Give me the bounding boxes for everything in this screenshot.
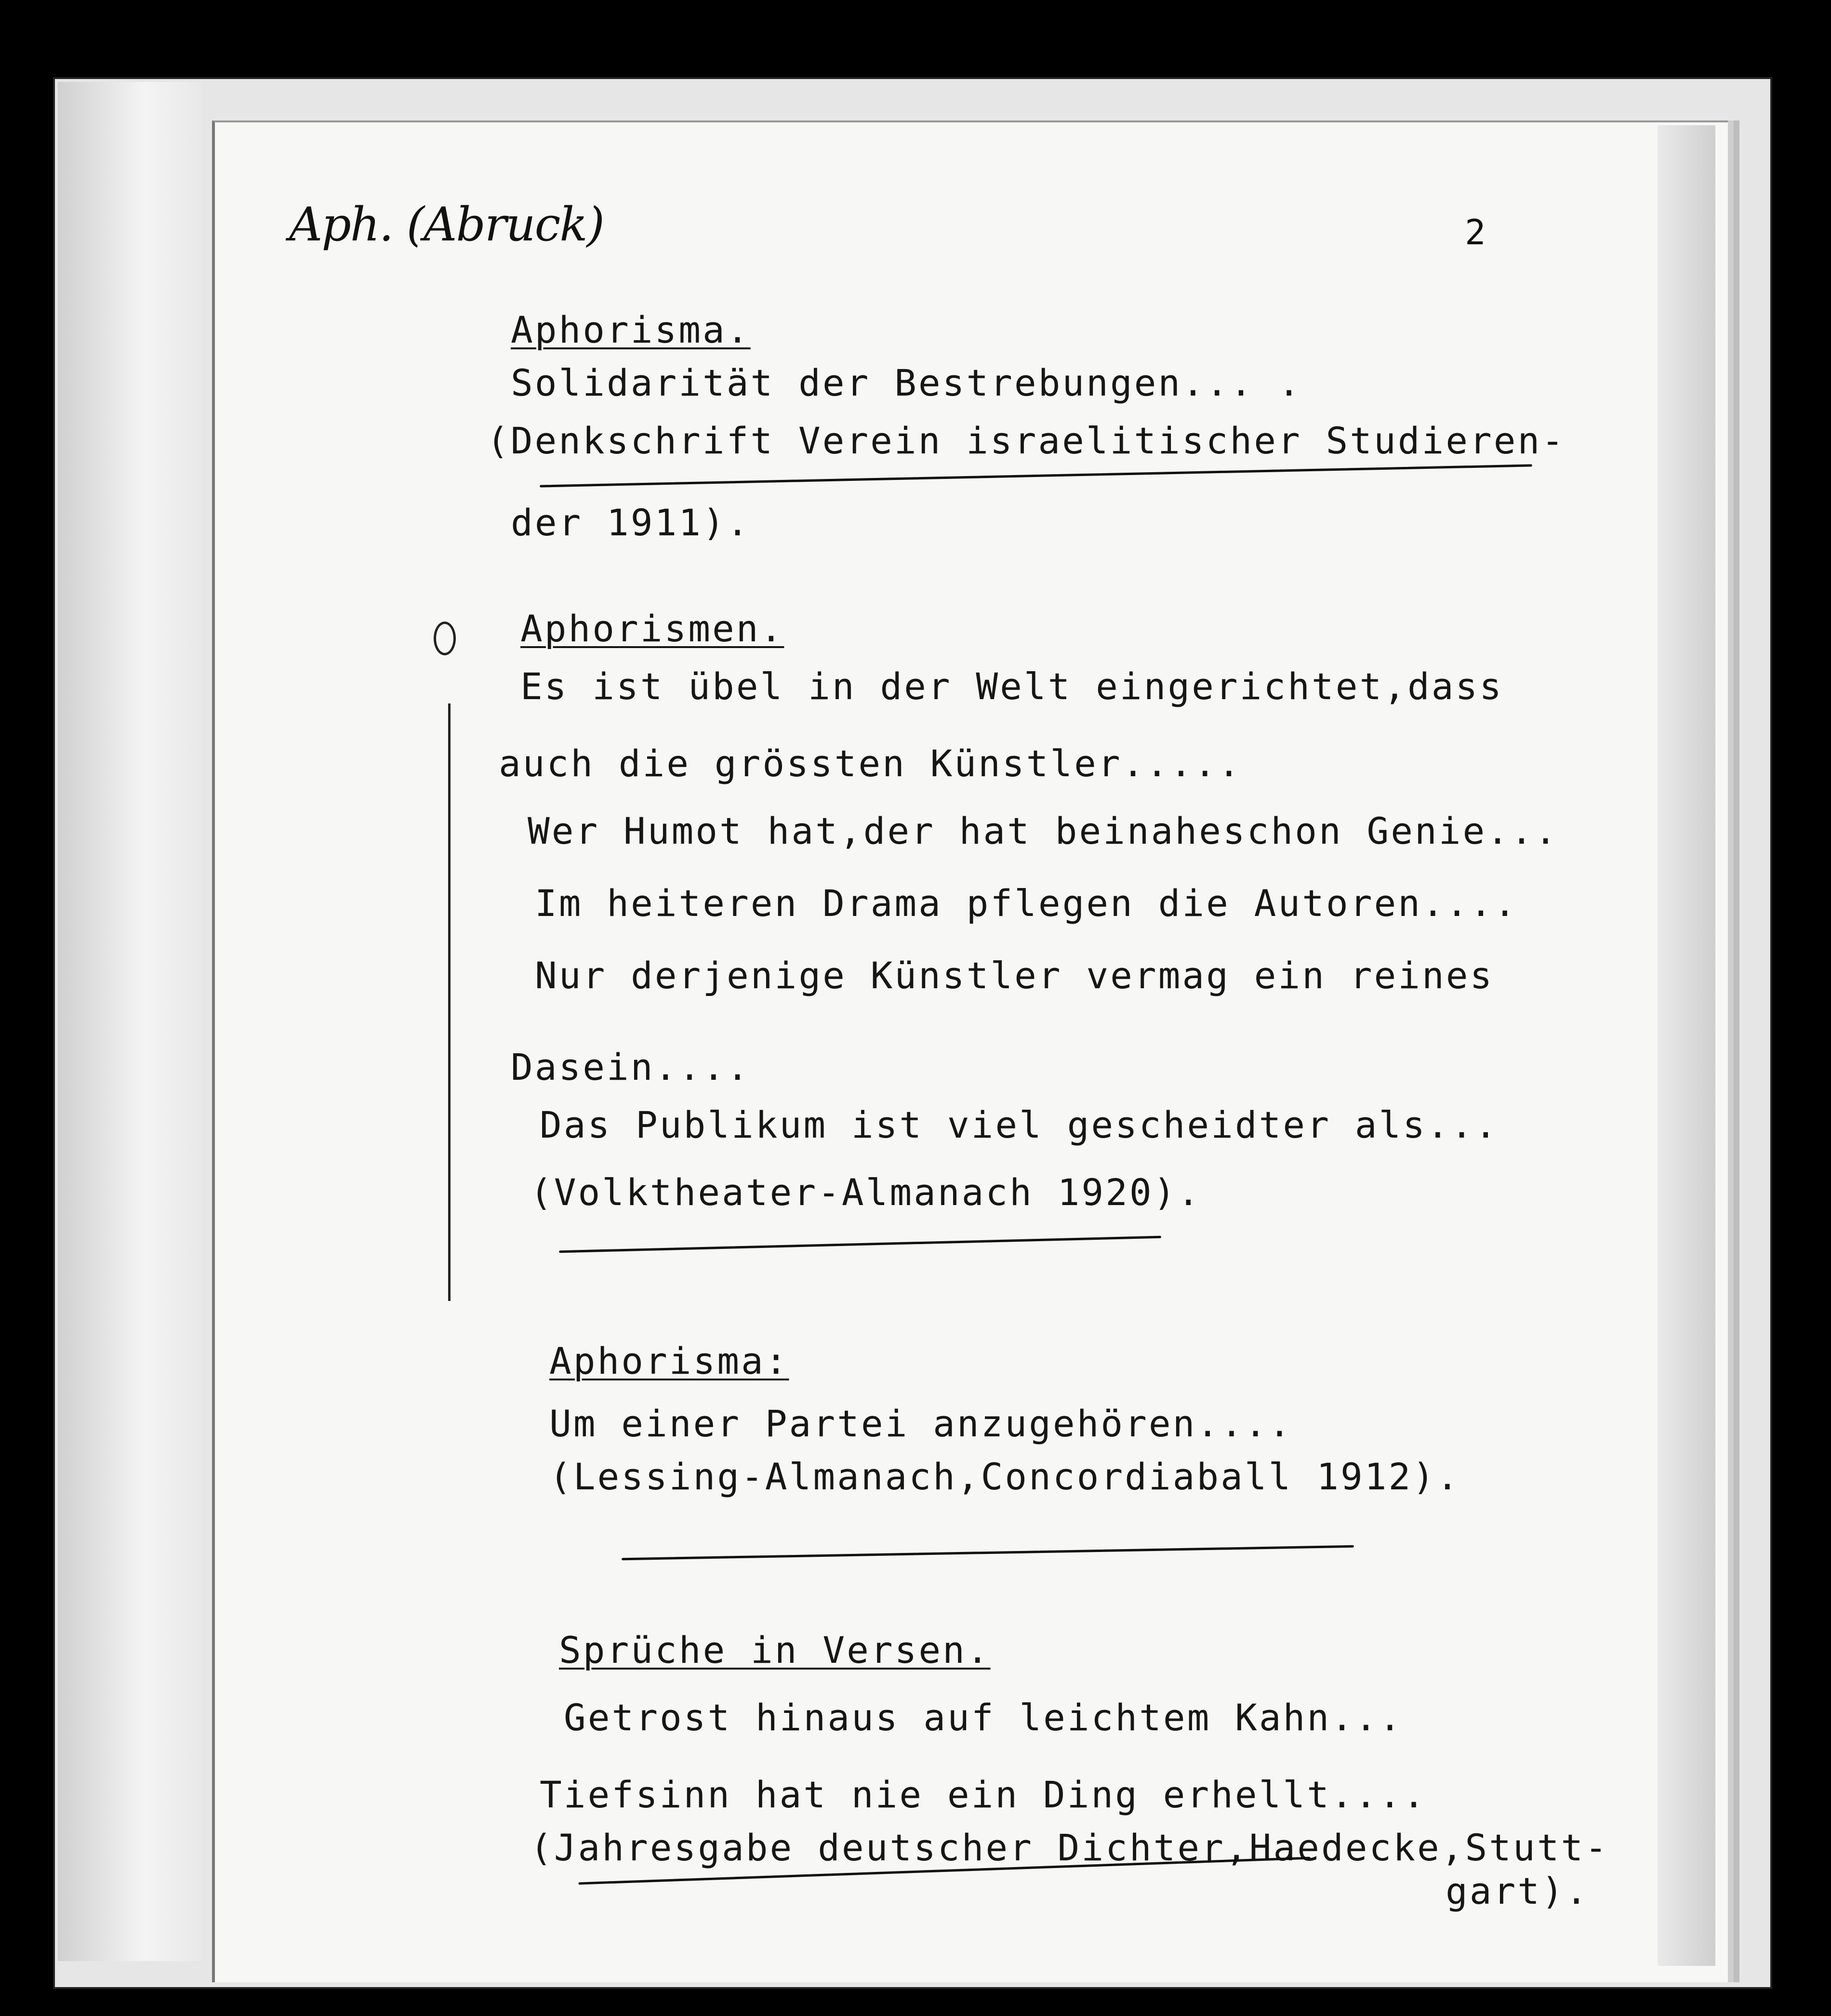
section-2-line-2: auch die grössten Künstler..... xyxy=(499,742,1242,785)
page-number: 2 xyxy=(1465,212,1486,252)
section-3-line-1: Um einer Partei anzugehören.... xyxy=(549,1402,1293,1445)
margin-circle-mark xyxy=(434,622,456,655)
section-3-line-2: (Lessing-Almanach,Concordiaball 1912). xyxy=(549,1455,1460,1498)
section-2-line-3: Wer Humot hat,der hat beinaheschon Genie... xyxy=(528,809,1559,852)
section-2-line-8: (Volktheater-Almanach 1920). xyxy=(530,1171,1202,1214)
section-2-line-5: Nur derjenige Künstler vermag ein reines xyxy=(535,954,1494,997)
section-2-title: Aphorismen. xyxy=(520,607,784,650)
section-3-title: Aphorisma: xyxy=(549,1340,789,1382)
section-2-line-1: Es ist übel in der Welt eingerichtet,dass xyxy=(520,665,1503,708)
section-2-line-7: Das Publikum ist viel gescheidter als... xyxy=(540,1103,1499,1146)
section-4-line-2: Tiefsinn hat nie ein Ding erhellt.... xyxy=(540,1773,1427,1816)
margin-bracket-mark xyxy=(448,703,455,1301)
right-sheet-edges xyxy=(1658,125,1715,1966)
section-4-line-1: Getrost hinaus auf leichtem Kahn... xyxy=(564,1696,1403,1739)
section-1-line-2: (Denkschrift Verein israelitischer Studieren- xyxy=(487,419,1566,462)
section-1-title: Aphorisma. xyxy=(511,308,751,351)
section-1-line-1: Solidarität der Bestrebungen... . xyxy=(511,361,1302,404)
section-4-title: Sprüche in Versen. xyxy=(559,1629,991,1671)
section-4-line-4: gart). xyxy=(1446,1870,1590,1912)
left-sheet-edge xyxy=(58,82,202,1961)
section-1-line-3: der 1911). xyxy=(511,501,751,544)
section-2-line-6: Dasein.... xyxy=(511,1046,751,1088)
section-2-line-4: Im heiteren Drama pflegen die Autoren.... xyxy=(535,882,1518,925)
handwritten-note: Aph. (Abruck) xyxy=(289,198,604,252)
section-4-line-3: (Jahresgabe deutscher Dichter,Haedecke,Stutt- xyxy=(530,1826,1609,1869)
